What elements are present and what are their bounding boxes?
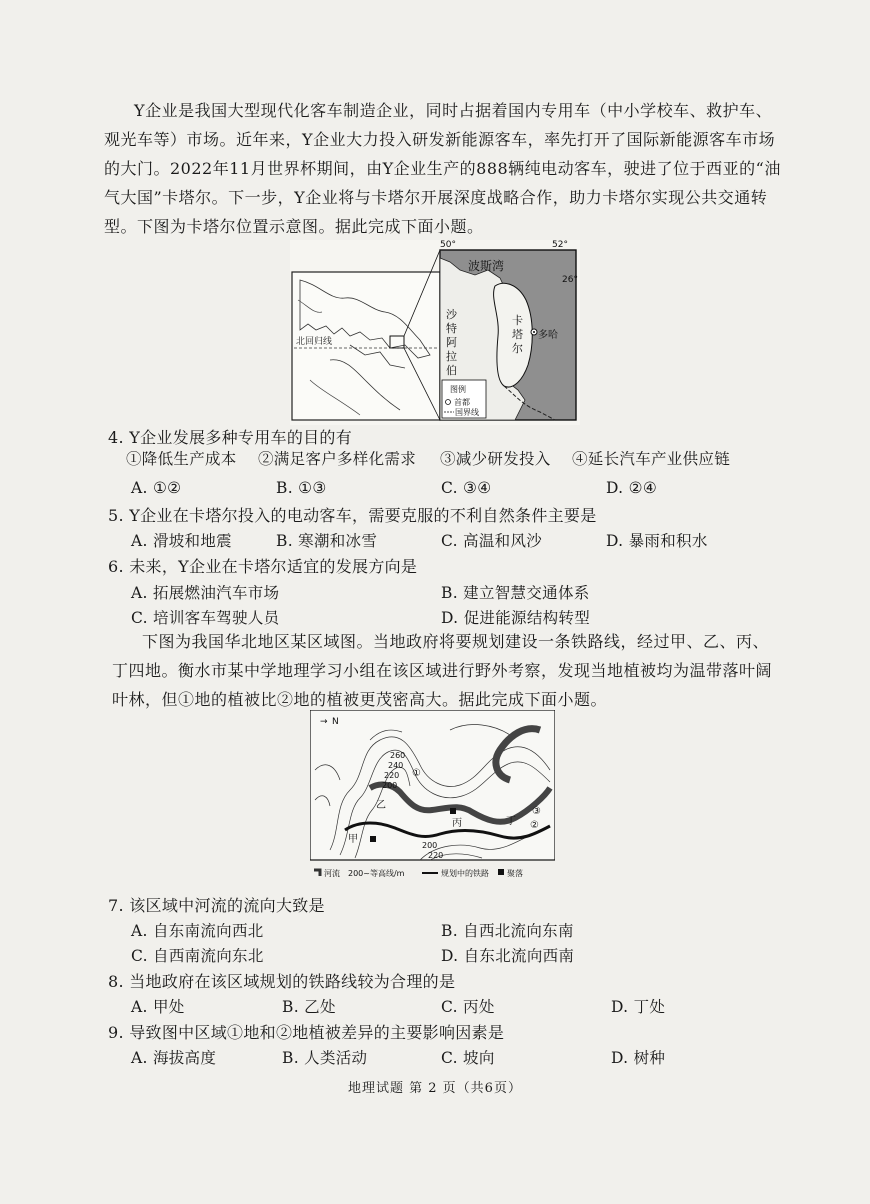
- label-bing: 丙: [452, 818, 462, 829]
- q6-option-b[interactable]: B. 建立智慧交通体系: [441, 584, 590, 602]
- saudi-label-1: 沙: [446, 308, 457, 321]
- north-arrow: →: [320, 717, 328, 727]
- saudi-label-5: 伯: [446, 364, 457, 377]
- q6-option-d[interactable]: D. 促进能源结构转型: [441, 609, 591, 627]
- q5-option-c[interactable]: C. 高温和风沙: [441, 532, 543, 550]
- north-label: N: [332, 717, 339, 727]
- intro-paragraph-1: Y企业是我国大型现代化客车制造企业，同时占据着国内专用车（中小学校车、救护车、观光车等）市场。近年来，Y企业大力投入研发新能源客车，率先打开了国际新能源客车市场的大门。2022年11月世界杯期间，由Y企业生产的888辆纯电动客车，驶进了位于西亚的“油气大国”卡塔尔。下一步，Y企业将与卡塔尔开展深度战略合作，助力卡塔尔实现公共交通转型。下图为卡塔尔位置示意图。据此完成下面小题。: [104, 101, 781, 236]
- map2-legend: [314, 868, 523, 878]
- doha-label: 多哈: [538, 330, 558, 341]
- contour-200-b: 200: [422, 841, 438, 850]
- label-yi: 乙: [376, 800, 386, 811]
- saudi-label-4: 拉: [446, 350, 457, 363]
- north-china-contour-map: [310, 710, 555, 880]
- legend-contour: 200~等高线/m: [348, 869, 405, 878]
- q5-option-a[interactable]: A. 滑坡和地震: [131, 532, 232, 550]
- label-jia: 甲: [348, 834, 358, 845]
- q4-option-b[interactable]: B. ①③: [276, 479, 327, 497]
- question-9-stem: 9. 导致图中区域①地和②地植被差异的主要影响因素是: [108, 1023, 505, 1042]
- q4-item-3: ③减少研发投入: [440, 450, 551, 468]
- contour-220-a: 220: [384, 771, 400, 780]
- qatar-label-3: 尔: [512, 342, 523, 355]
- q8-option-c[interactable]: C. 丙处: [441, 998, 495, 1016]
- gulf-label: 波斯湾: [468, 259, 505, 273]
- contour-200-a: 200: [382, 781, 398, 790]
- q7-option-b[interactable]: B. 自西北流向东南: [441, 922, 574, 940]
- label-ding: 丁: [506, 816, 516, 827]
- point-2: ②: [530, 820, 539, 831]
- q4-item-4: ④延长汽车产业供应链: [572, 450, 731, 468]
- legend-rail: 规划中的铁路: [441, 869, 489, 878]
- map1-legend: [442, 380, 486, 418]
- q9-option-b[interactable]: B. 人类活动: [282, 1049, 368, 1067]
- q4-item-2: ②满足客户多样化需求: [258, 450, 417, 468]
- intro-paragraph-2: 下图为我国华北地区某区域图。当地政府将要规划建设一条铁路线，经过甲、乙、丙、丁四地。衡水市某中学地理学习小组在该区域进行野外考察，发现当地植被均为温带落叶阔叶林，但①地的植被比②地的植被更茂密高大。据此完成下面小题。: [112, 632, 773, 709]
- contour-220-b: 220: [428, 851, 444, 860]
- question-4-stem: 4. Y企业发展多种专用车的目的有: [108, 428, 353, 447]
- qatar-label-2: 塔: [512, 328, 523, 341]
- q4-option-c[interactable]: C. ③④: [441, 479, 492, 497]
- lon-50-label: 50°: [440, 240, 456, 250]
- question-7-stem: 7. 该区域中河流的流向大致是: [108, 896, 325, 915]
- lat-26-label: 26°: [562, 275, 578, 285]
- q9-option-c[interactable]: C. 坡向: [441, 1049, 495, 1067]
- legend-capital: 首都: [454, 398, 470, 407]
- q6-option-a[interactable]: A. 拓展燃油汽车市场: [131, 584, 280, 602]
- q7-option-c[interactable]: C. 自西南流向东北: [131, 947, 264, 965]
- question-8-stem: 8. 当地政府在该区域规划的铁路线较为合理的是: [108, 972, 456, 991]
- settlement-jia: [370, 836, 376, 842]
- q4-option-d[interactable]: D. ②④: [606, 479, 658, 497]
- legend-border: 国界线: [455, 408, 479, 417]
- q4-option-a[interactable]: A. ①②: [131, 479, 182, 497]
- q8-option-d[interactable]: D. 丁处: [611, 998, 666, 1016]
- question-5-stem: 5. Y企业在卡塔尔投入的电动客车，需要克服的不利自然条件主要是: [108, 506, 597, 525]
- qatar-location-map: [290, 240, 580, 425]
- saudi-label-2: 特: [446, 322, 457, 335]
- point-3: ③: [532, 806, 541, 817]
- q4-item-1: ①降低生产成本: [126, 450, 237, 468]
- q5-option-d[interactable]: D. 暴雨和积水: [606, 532, 708, 550]
- q6-option-c[interactable]: C. 培训客车驾驶人员: [131, 609, 280, 627]
- legend-title: 图例: [450, 385, 466, 394]
- q5-option-b[interactable]: B. 寒潮和冰雪: [276, 532, 378, 550]
- saudi-label-3: 阿: [446, 336, 457, 349]
- page-footer: 地理试题 第 2 页（共6页）: [348, 1081, 522, 1096]
- legend-river: 河流: [324, 869, 340, 878]
- question-6-stem: 6. 未来，Y企业在卡塔尔适宜的发展方向是: [108, 557, 418, 576]
- q7-option-d[interactable]: D. 自东北流向西南: [441, 947, 575, 965]
- q9-option-a[interactable]: A. 海拔高度: [131, 1049, 217, 1067]
- q8-option-b[interactable]: B. 乙处: [282, 998, 336, 1016]
- point-1: ①: [412, 768, 421, 779]
- q9-option-d[interactable]: D. 树种: [611, 1049, 666, 1067]
- legend-settlement: 聚落: [507, 869, 523, 878]
- tropic-label: 北回归线: [296, 337, 333, 347]
- q7-option-a[interactable]: A. 自东南流向西北: [131, 922, 264, 940]
- settlement-bing: [450, 808, 456, 814]
- contour-240: 240: [388, 761, 404, 770]
- qatar-label-1: 卡: [512, 314, 523, 327]
- contour-260: 260: [390, 751, 406, 760]
- lon-52-label: 52°: [552, 240, 568, 250]
- q8-option-a[interactable]: A. 甲处: [131, 998, 185, 1016]
